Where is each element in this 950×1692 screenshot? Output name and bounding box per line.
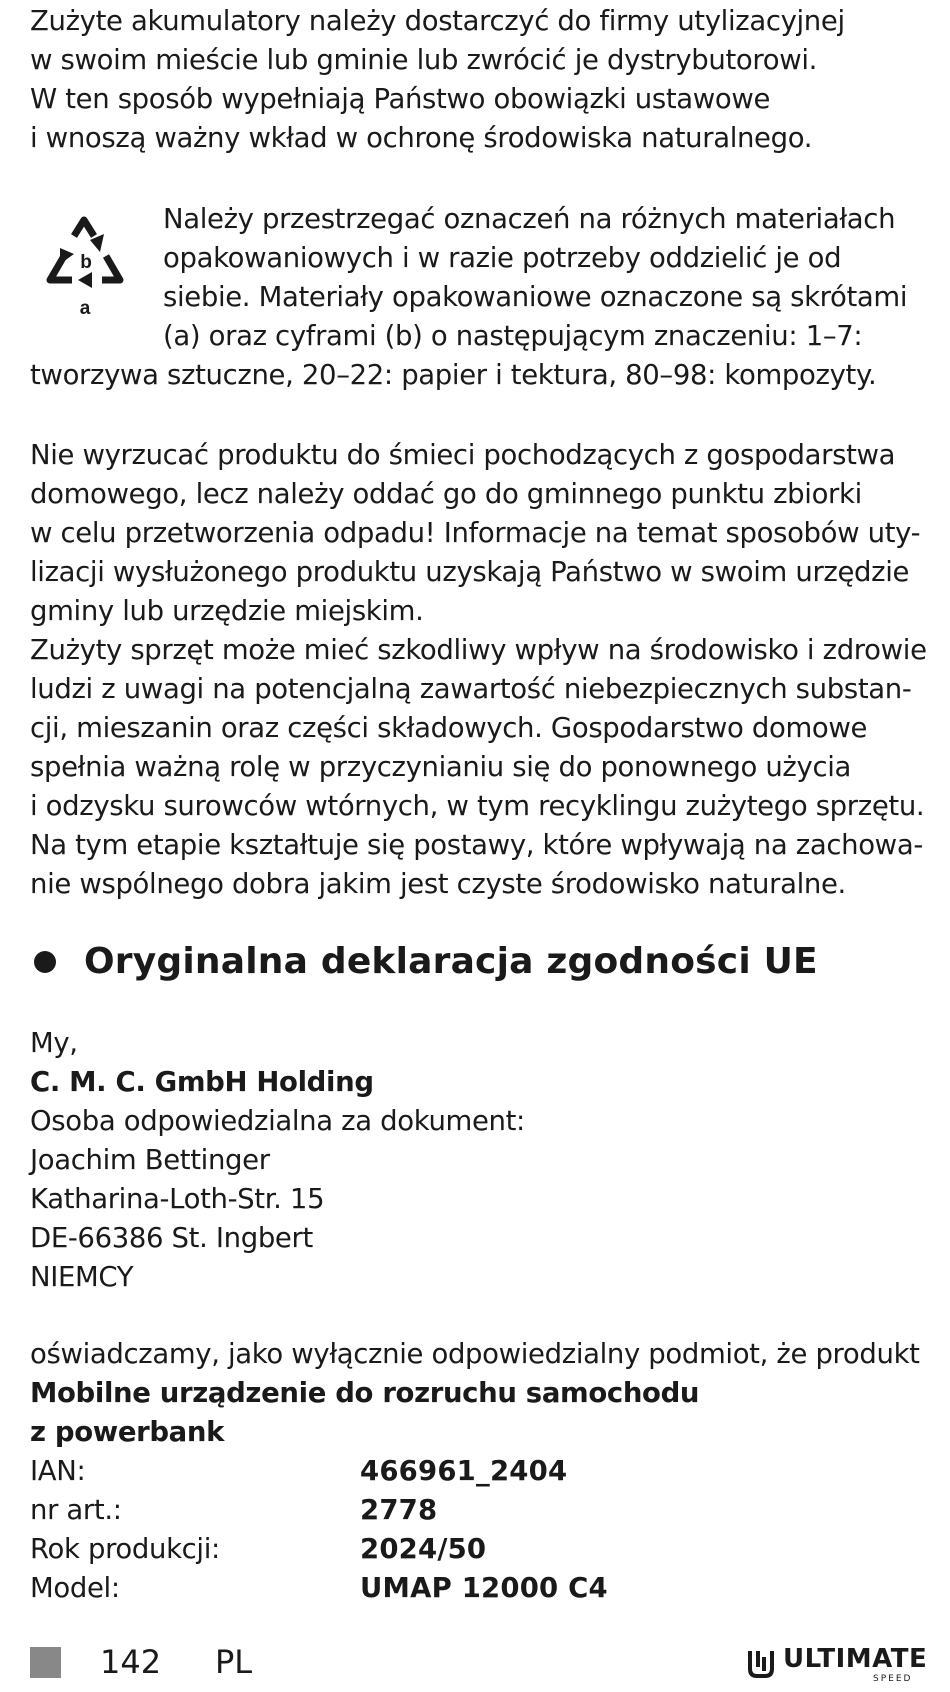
spec-label: Rok produkcji: [30, 1533, 220, 1565]
spec-label: nr art.: [30, 1494, 122, 1526]
page-footer [30, 1645, 930, 1685]
text-line: opakowaniowych i w razie potrzeby oddzielić je od [163, 242, 842, 274]
address-street: Katharina-Loth-Str. 15 [30, 1183, 325, 1215]
spec-label: Model: [30, 1572, 120, 1604]
spec-value: 2778 [360, 1494, 438, 1526]
text-line: i wnoszą ważny wkład w ochronę środowiska naturalnego. [30, 122, 813, 154]
statement-text: oświadczamy, jako wyłącznie odpowiedzialny podmiot, że produkt [30, 1338, 920, 1370]
spec-value: 2024/50 [360, 1533, 487, 1565]
text-line: cji, mieszanin oraz części składowych. Gospodarstwo domowe [30, 712, 868, 744]
spec-row-year [30, 1530, 608, 1569]
company-name: C. M. C. GmbH Holding [30, 1066, 374, 1098]
spec-label: IAN: [30, 1455, 86, 1487]
text-line: Należy przestrzegać oznaczeń na różnych materiałach [163, 203, 896, 235]
responsible-name: Joachim Bettinger [30, 1144, 270, 1176]
text-line: w celu przetworzenia odpadu! Informacje na temat sposobów uty- [30, 517, 921, 549]
text-line: (a) oraz cyframi (b) o następującym znaczeniu: 1–7: [163, 320, 863, 352]
text-line: W ten sposób wypełniają Państwo obowiązki ustawowe [30, 83, 771, 115]
address-country: NIEMCY [30, 1261, 134, 1293]
text-line: i odzysku surowców wtórnych, w tym recyklingu zużytego sprzętu. [30, 790, 925, 822]
text-line: tworzywa sztuczne, 20–22: papier i tektura, 80–98: kompozyty. [30, 359, 877, 391]
text-line: gminy lub urzędzie miejskim. [30, 595, 424, 627]
text-line: Zużyte akumulatory należy dostarczyć do firmy utylizacyjnej [30, 5, 845, 37]
section-heading [30, 938, 818, 986]
text-line: nie wspólnego dobra jakim jest czyste środowisko naturalne. [30, 868, 846, 900]
text-line: ludzi z uwagi na potencjalną zawartość niebezpiecznych substan- [30, 673, 912, 705]
brand-logo [745, 1644, 928, 1684]
text-line: domowego, lecz należy oddać go do gminnego punktu zbiorki [30, 478, 862, 510]
spec-row-model [30, 1569, 608, 1608]
brand-name: ULTIMATE [783, 1644, 928, 1674]
section-heading-text: Oryginalna deklaracja zgodności UE [84, 941, 818, 982]
declaration-statement [30, 1335, 920, 1452]
recycle-triangle-icon [38, 208, 134, 320]
spec-row-article [30, 1491, 608, 1530]
page-number: 142 [100, 1643, 162, 1681]
responsible-label: Osoba odpowiedzialna za dokument: [30, 1105, 525, 1137]
text-line: Nie wyrzucać produktu do śmieci pochodzących z gospodarstwa [30, 439, 896, 471]
text-line: Na tym etapie kształtuje się postawy, które wpływają na zachowa- [30, 829, 923, 861]
product-name-line-1: Mobilne urządzenie do rozruchu samochodu [30, 1377, 700, 1409]
text-line: Zużyty sprzęt może mieć szkodliwy wpływ na środowisko i zdrowie [30, 634, 927, 666]
text-line: siebie. Materiały opakowaniowe oznaczone są skrótami [163, 281, 908, 313]
packaging-marking-last-line [30, 356, 876, 395]
brand-subtitle: SPEED [873, 1674, 913, 1684]
battery-disposal-paragraph [30, 2, 845, 158]
bullet-icon [34, 951, 56, 973]
packaging-marking-paragraph [163, 200, 907, 356]
brand-mark-icon [745, 1647, 777, 1679]
spec-value: 466961_2404 [360, 1455, 568, 1487]
text-line: spełnia ważną rolę w przyczynianiu się do ponownego użycia [30, 751, 852, 783]
language-code: PL [215, 1643, 253, 1681]
we-label: My, [30, 1027, 78, 1059]
address-city: DE-66386 St. Ingbert [30, 1222, 313, 1254]
recycle-label-a: a [79, 298, 91, 319]
recycle-label-b: b [80, 252, 92, 273]
text-line: w swoim mieście lub gminie lub zwrócić je dystrybutorowi. [30, 44, 818, 76]
product-specs [30, 1452, 608, 1608]
text-line: lizacji wysłużonego produktu uzyskają Państwo w swoim urzędzie [30, 556, 910, 588]
footer-square-marker [30, 1647, 61, 1678]
product-name-line-2: z powerbank [30, 1416, 225, 1448]
spec-value: UMAP 12000 C4 [360, 1572, 608, 1604]
spec-row-ian [30, 1452, 608, 1491]
product-disposal-paragraph [30, 436, 927, 904]
manufacturer-block [30, 1024, 525, 1297]
